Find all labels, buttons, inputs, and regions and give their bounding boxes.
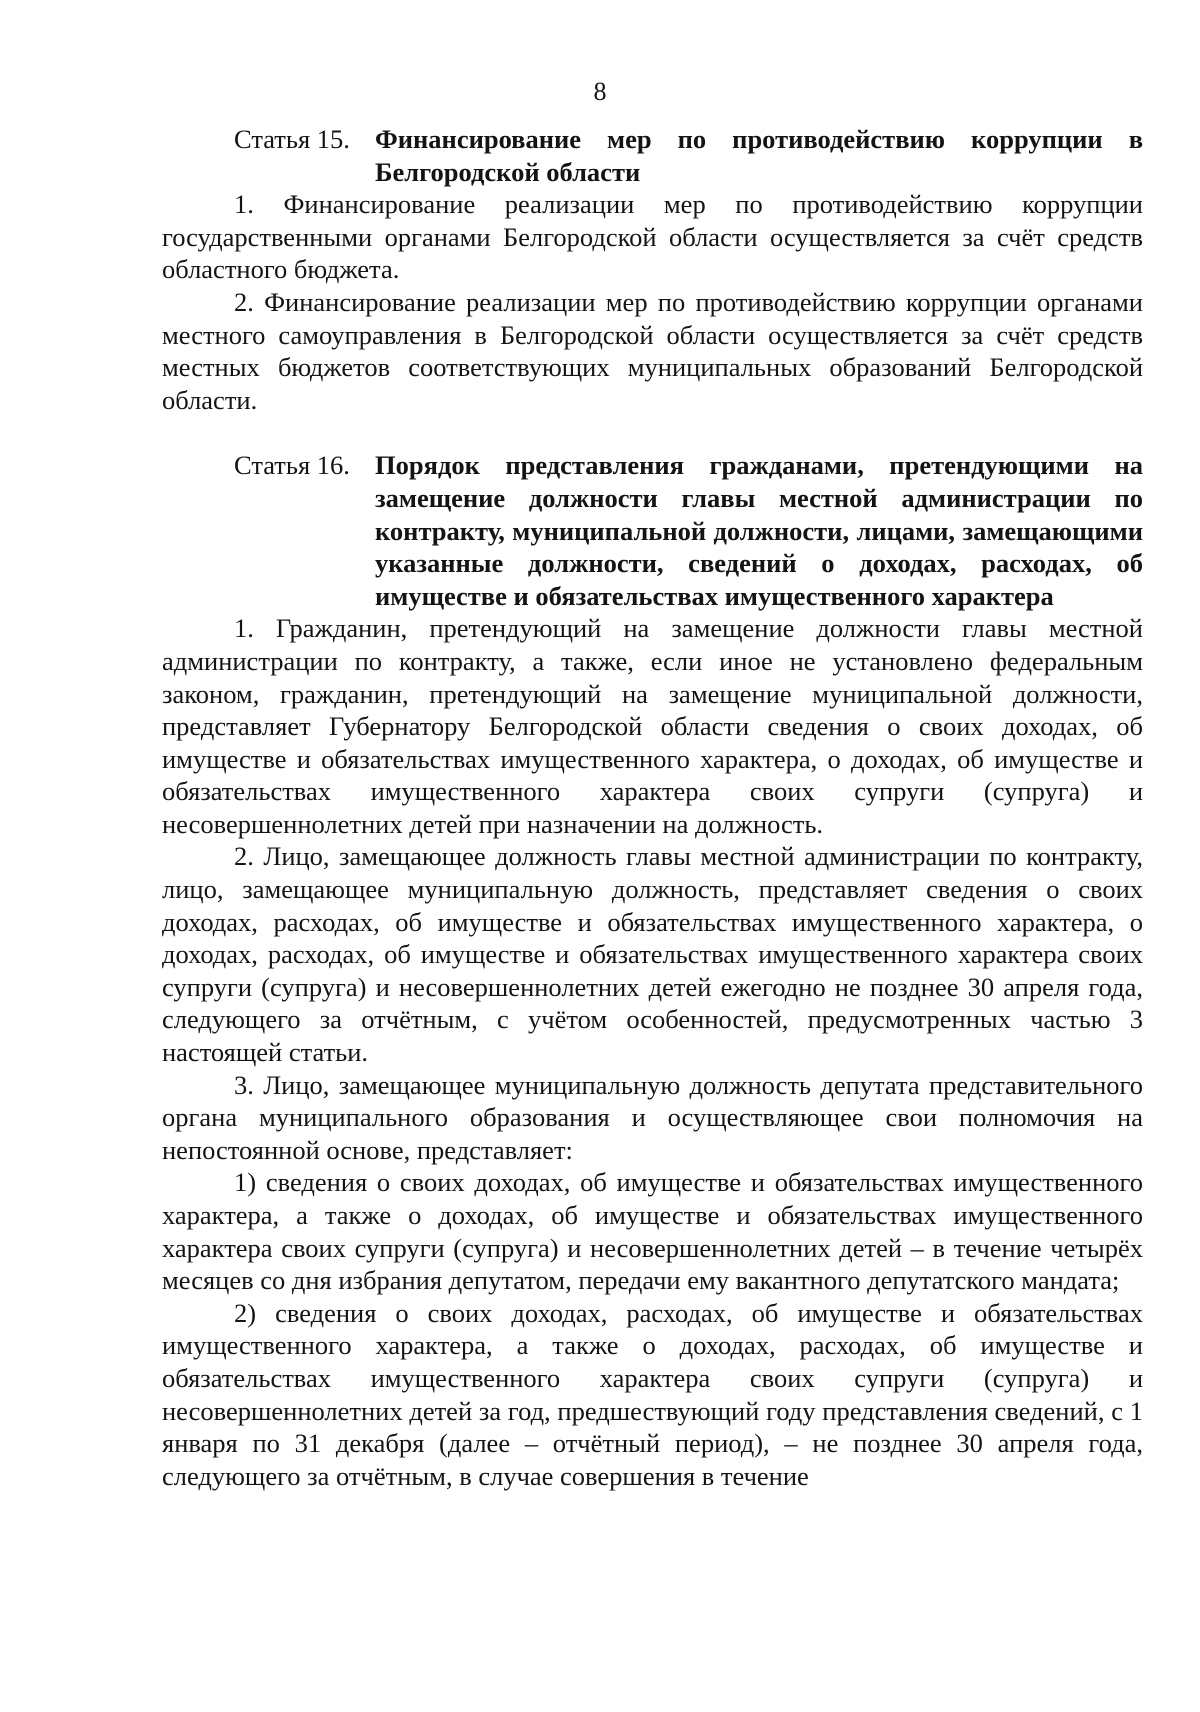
article-16-paragraph-3: 3. Лицо, замещающее муниципальную должность депутата представительного органа муниципального образования и осуществляющее свои полномочия на непостоянной основе, представляет: <box>162 1069 1143 1165</box>
article-15-title: Финансирование мер по противодействию коррупции в Белгородской области <box>375 124 1143 187</box>
article-16-paragraph-2: 2. Лицо, замещающее должность главы местной администрации по контракту, лицо, замещающее муниципальную должность, представляет сведения о своих доходах, расходах, об имуществе и обязательствах имущественного характера, о доходах, расходах, об имуществе и обязательствах имущественного характера своих супруги (супруга) и несовершеннолетних детей ежегодно не позднее 30 апреля года, следующего за отчётным, с учётом особенностей, предусмотренных частью 3 настоящей статьи. <box>162 841 1143 1068</box>
article-16-paragraph-1: 1. Гражданин, претендующий на замещение должности главы местной администрации по контракту, а также, если иное не установлено федеральным законом, гражданин, претендующий на замещение муниципальной должности, представляет Губернатору Белгородской области сведения о своих доходах, об имуществе и обязательствах имущественного характера, о доходах, об имуществе и обязательствах имущественного характера своих супруги (супруга) и несовершеннолетних детей при назначении на должность. <box>162 613 1143 839</box>
section-divider-space <box>162 416 1143 449</box>
article-15-paragraph-2: 2. Финансирование реализации мер по противодействию коррупции органами местного самоуправления в Белгородской области осуществляется за счёт средств местных бюджетов соответствующих муниципальных образований Белгородской области. <box>162 286 1143 415</box>
article-16-subparagraph-2: 2) сведения о своих доходах, расходах, об имуществе и обязательствах имущественного характера, а также о доходах, расходах, об имуществе и обязательствах имущественного характера своих супруги (супруга) и несовершеннолетних детей за год, предшествующий году представления сведений, с 1 января по 31 декабря (далее – отчётный период), – не позднее 30 апреля года, следующего за отчётным, в случае совершения в течение <box>162 1297 1143 1491</box>
article-15-label: Статья 15. <box>234 124 350 154</box>
article-15-heading <box>162 123 1143 188</box>
article-15-paragraph-1: 1. Финансирование реализации мер по противодействию коррупции государственными органами Белгородской области осуществляется за счёт средств областного бюджета. <box>162 189 1143 285</box>
document-body <box>162 123 1143 1492</box>
page-number: 8 <box>593 77 607 106</box>
article-16-heading <box>162 449 1143 612</box>
article-16-subparagraph-1: 1) сведения о своих доходах, об имуществе и обязательствах имущественного характера, а также о доходах, об имуществе и обязательствах имущественного характера своих супруги (супруга) и несовершеннолетних детей – в течение четырёх месяцев со дня избрания депутатом, передачи ему вакантного депутатского мандата; <box>162 1167 1143 1296</box>
article-16-label: Статья 16. <box>234 450 350 481</box>
article-16-title: Порядок представления гражданами, претендующими на замещение должности главы местной администрации по контракту, муниципальной должности, лицами, замещающими указанные должности, сведений о доходах, расходах, об имуществе и обязательствах имущественного характера <box>375 450 1143 611</box>
